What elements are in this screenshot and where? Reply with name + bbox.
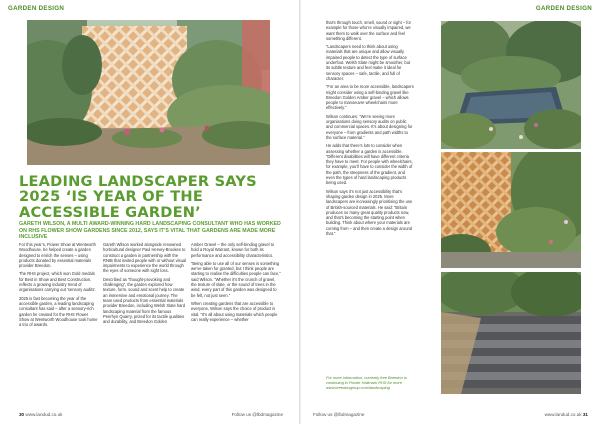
paragraph: Amber Gravel – the only self-binding gravel to hold a Royal Warrant, known for both its performance and accessibility characteristics. (191, 242, 275, 258)
article-headline: LEADING LANDSCAPER SAYS 2025 ‘IS YEAR OF THE ACCESSIBLE GARDEN’ (19, 173, 257, 221)
paragraph: that’s through touch, smell, sound or sight – for example for those who’re visually impaired, we want them to walk over the surface and feel something different. (326, 20, 412, 41)
article-standfirst: GARETH WILSON, A MULTI AWARD-WINNING HARD LANDSCAPING CONSULTANT WHO HAS WORKED ON RHS FLOWER SHOW GARDENS SINCE 2012, SAYS IT’S VITAL THAT GARDENS ARE MADE MORE INCLUSIVE (19, 221, 281, 241)
hero-garden-photo (27, 20, 270, 165)
paragraph: When creating gardens that are accessible to everyone, Wilson says the choice of product is vital. “It’s all about using materials which people can really experience – whether (191, 300, 278, 322)
section-tag: GARDEN DESIGN (8, 5, 65, 12)
info-box: For more information, currently free Breedon is continuing in Flower Hallmark RHS for more www.breedongroup.com/landscaping (326, 375, 407, 391)
body-column-4 (326, 20, 414, 239)
garden-photo-lattice (441, 152, 581, 268)
paragraph: 2025 is fast becoming the year of the accessible garden, a leading landscaping consultant has said – after a sensory-rich garden he created for the RHS Flower Show at Wentworth Woodhouse took home a trio of awards. (19, 295, 98, 328)
social-handle: Follow us @lbdmagazine (231, 412, 283, 417)
site-url: www.landud.co.uk (544, 412, 582, 417)
folio-left (19, 412, 62, 417)
site-url: www.landud.co.uk (25, 412, 63, 417)
paragraph: Wilson continues: “We’re seeing more organisations doing sensory audits on public and commercial spaces. It’s about designing for everyone – from gradients and path widths to the surface material.” (326, 113, 413, 140)
paragraph: Wilson says it’s not just accessibility that’s shaping garden design in 2025. More landscapers are increasingly prioritising the use of British-sourced materials. He said: “Britain produces so many great quality products now, and that’s becoming the starting point when building. Think about where your materials are coming from – and then create a design around that.” (326, 188, 413, 236)
section-tag: GARDEN DESIGN (535, 5, 592, 12)
page-number: 30 (19, 412, 25, 417)
right-page (301, 0, 600, 424)
garden-photo-slate-path (441, 272, 581, 394)
body-column-1 (19, 242, 99, 330)
social-handle: Follow us @lbdmagazine (313, 412, 365, 417)
left-page (0, 0, 299, 424)
body-column-2 (103, 242, 187, 327)
paragraph: The RHS project, which won Gold medals for Best in Show and Best Construction, reflects a growing industry trend of organisations carrying out ‘sensory audits’. (19, 271, 97, 293)
paragraph: “Landscapers need to think about using materials that are unique and allow visually impaired people to detect the type of surface underfoot. Welsh Slate might be smoother, but its subtle texture and feel make it ideal for sensory spaces – safe, tactile, and full of character. (326, 44, 411, 81)
paragraph: Described as “thought-provoking and challenging”, the garden explored how texture, form, sound and scent help to create an immersive and emotional journey. The team used products from essential materials provider Breedon, including Welsh Slate hard landscaping material from the famous Penrhyn Quarry, prized for its tactile qualities and durability, and Breedon Golden (103, 276, 186, 325)
paragraph: For this year’s, Flower Show at Wentworth Woodhouse, he helped create a garden designed to enrich the senses – using products donated by essential materials provider Breedon. (19, 242, 96, 269)
paragraph: Gareth Wilson worked alongside renowned horticultural designer Paul Hervey-Brookes to construct a garden in partnership with the RNIB that invited people with or without visual impairments to experience the world through the eyes of someone with sight loss. (103, 242, 187, 274)
folio-right (545, 412, 588, 417)
body-column-3 (191, 242, 281, 325)
page-number: 31 (582, 412, 588, 417)
paragraph: He adds that there’s lots to consider when assessing whether a garden is accessible. “Different disabilities will have different criteria they have to meet. For people with wheelchairs, for example, you’ll have to consider the width of the path, the steepness of the gradient, and even the types of hard landscaping products being used. (326, 143, 413, 186)
paragraph: “Being able to use all of our senses is something we’ve taken for granted, but I think people are starting to realise the difficulties people can face,” said Wilson. “Whether it’s the crunch of gravel, the texture of slate, or the sound of trees in the wind, every part of this garden was designed to be felt, not just seen.” (191, 260, 281, 298)
garden-photo-pond (441, 21, 581, 149)
paragraph: “For an area to be more accessible, landscapers might consider using a self-binding gravel like Breedon Golden Amber gravel – which allows people to manoeuvre wheelchairs more effectively.” (326, 84, 414, 111)
